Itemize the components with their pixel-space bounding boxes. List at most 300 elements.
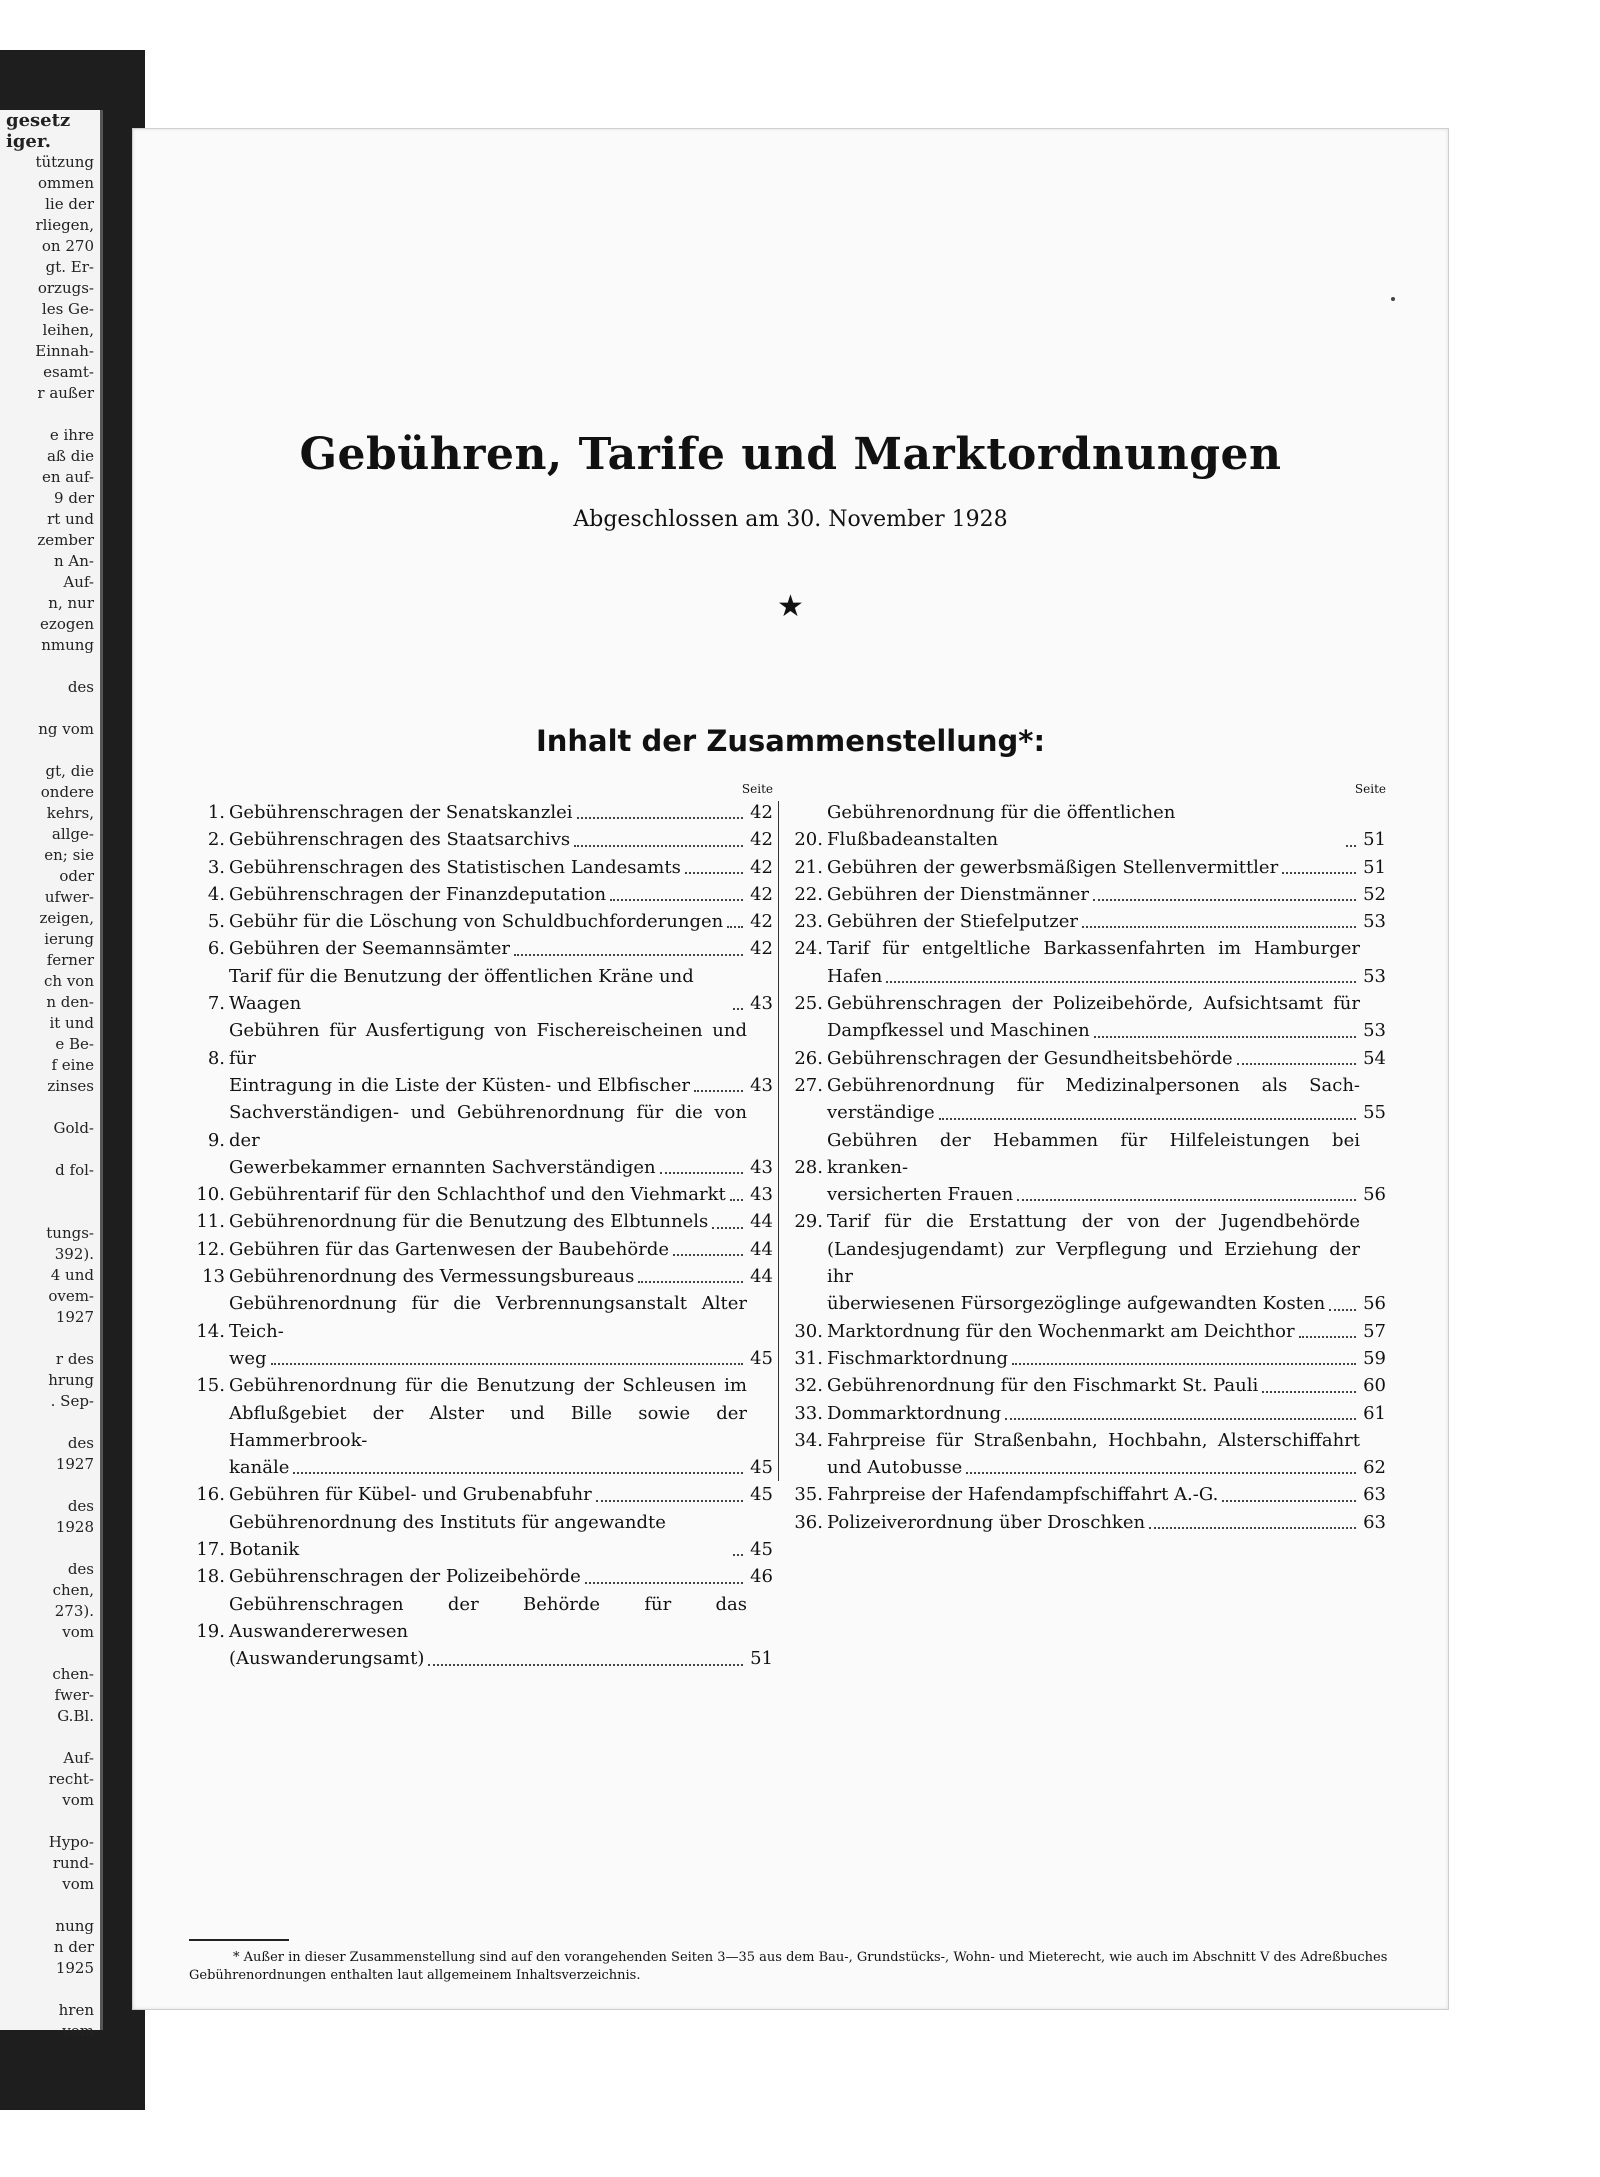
toc-entry-number: 9. [207,1129,225,1151]
toc-entry-page: 43 [750,1184,773,1206]
toc-entry-title-cont: Hafen [827,965,883,987]
adjacent-page-line [0,1811,100,1832]
adjacent-page-line: ondere [40,783,94,801]
toc-entry-title: Gebührenschragen der Gesundheitsbehörde [827,1047,1233,1069]
toc-entry-page: 59 [1363,1347,1386,1369]
dot-leader [1012,1363,1356,1365]
adjacent-page-line: en auf- [42,468,94,486]
dot-leader [1329,1309,1356,1311]
adjacent-page-line [0,1979,100,2000]
toc-entry [791,1481,1386,1508]
adjacent-page-line: les Ge- [41,300,94,318]
dot-leader [596,1500,743,1502]
toc-entry-title-cont: (Landesjugendamt) zur Verpflegung und Erziehung der ihr [827,1238,1360,1288]
toc-entry-title-cont: (Auswanderungsamt) [229,1648,425,1670]
toc-entry [193,1236,773,1263]
toc-entry-page: 54 [1363,1047,1386,1069]
adjacent-page-line: e ihre [49,426,94,444]
toc-entry [791,1427,1386,1482]
toc-entry [193,1481,773,1508]
dot-leader [1017,1199,1356,1201]
adjacent-page-line: 1925 [55,1959,94,1977]
dot-leader [1222,1500,1356,1502]
toc-entry-title: Gebührenordnung für die Benutzung des Elbtunnels [229,1211,709,1233]
adjacent-page-line: G.Bl. [57,1707,94,1725]
dot-leader [733,1008,743,1010]
dot-leader [694,1090,743,1092]
toc-entry-title: Gebühren der Stiefelputzer [827,911,1078,933]
toc-entry-page: 42 [750,802,773,823]
toc-entry-title: Gebührenschragen der Senatskanzlei [229,802,573,823]
toc-entry-number: 21. [794,856,823,878]
dot-leader [685,872,743,874]
dot-leader [712,1227,743,1229]
toc-entry-number: 4. [207,883,225,905]
toc-entry [193,1181,773,1208]
toc-entry-title: Gebühren der Dienstmänner [827,883,1089,905]
adjacent-page-line [0,1475,100,1496]
toc-entry [193,826,773,853]
dot-leader [271,1363,743,1365]
adjacent-page-line: recht- [48,1770,94,1788]
toc-entry [791,1072,1386,1127]
toc-entry [791,1509,1386,1536]
adjacent-page-line: rund- [52,1854,94,1872]
adjacent-page-edge [0,110,103,2040]
toc-heading: Inhalt der Zusammenstellung*: [535,724,1046,758]
toc-entry [193,881,773,908]
adjacent-page-line [0,698,100,719]
toc-entry-title-cont: und Autobusse [827,1457,963,1479]
adjacent-page-line [0,1643,100,1664]
toc-entry-page: 51 [750,1648,773,1670]
adjacent-page-line: it und [49,1014,94,1032]
dot-leader [673,1254,743,1256]
toc-entry-title: Gebührenordnung des Vermessungsbureaus [229,1266,635,1288]
toc-entry-number: 23. [794,911,823,933]
adjacent-page-line [0,740,100,761]
scan-bottom-margin [0,2110,1600,2177]
toc-entry [193,1372,773,1481]
dot-leader [733,1554,743,1556]
adjacent-page-line: r außer [37,384,94,402]
adjacent-page-line: hren [58,2001,94,2019]
toc-entry-page: 55 [1363,1102,1386,1124]
adjacent-page-line: d fol- [55,1161,94,1179]
toc-entry-title: Sachverständigen- und Gebührenordnung für die von der [229,1102,747,1151]
toc-entry-number: 36. [794,1511,823,1533]
toc-entry-number: 30. [794,1320,823,1342]
toc-entry-title: Marktordnung für den Wochenmarkt am Deichthor [827,1320,1295,1342]
toc-entry-page: 44 [750,1266,773,1288]
toc-entry-page: 53 [1363,911,1386,933]
adjacent-page-line: n An- [54,552,94,570]
toc-entry-number: 16. [196,1484,225,1506]
toc-entry-number: 8. [207,1047,225,1069]
toc-entry [791,1400,1386,1427]
toc-entry-title-cont: Gewerbekammer ernannten Sachverständigen [229,1156,656,1178]
page-subtitle: Abgeschlossen am 30. November 1928 [573,507,1008,532]
document-page [132,128,1449,2010]
toc-entry-title: Tarif für die Erstattung der von der Jugendbehörde [827,1211,1360,1233]
dot-leader [428,1664,743,1666]
toc-entry-title-cont: versicherten Frauen [827,1184,1014,1206]
toc-entry-page: 43 [750,1074,773,1096]
adjacent-page-line [0,1139,100,1160]
toc-entry-title: Gebührenschragen des Statistischen Landesamts [229,856,681,878]
adjacent-page-line: zeigen, [39,909,94,927]
toc-entry-title: Fahrpreise für Straßenbahn, Hochbahn, Alsterschiffahrt [827,1429,1360,1451]
toc-entry-number: 20. [794,829,823,851]
adjacent-page-line: 1927 [55,1308,94,1326]
toc-entry-title: Polizeiverordnung über Droschken [827,1511,1146,1533]
dot-leader [939,1118,1356,1120]
toc-entry [791,1318,1386,1345]
dot-leader [610,899,743,901]
toc-entry [791,1045,1386,1072]
dot-leader [886,981,1356,983]
toc-entry-page: 53 [1363,965,1386,987]
adjacent-page-line: 1928 [55,1518,94,1536]
adjacent-page-line: des [67,678,94,696]
footnote: * Außer in dieser Zusammenstellung sind auf den vorangehenden Seiten 3—35 aus dem Bau-, Grundstücks-, Wohn- und Mieterecht, wie auch im Abschnitt V des Adreßbuches Gebührenordnungen enthalten laut allgemeinem Inhaltsverzeichnis. [189,1950,1388,1983]
toc-entry-page: 63 [1363,1484,1386,1506]
toc-entry-number: 24. [794,938,823,960]
adjacent-page-line: tungs- [46,1224,94,1242]
toc-right-column [791,781,1386,1536]
toc-entry-title: Gebühren der Seemannsämter [229,938,510,960]
toc-entry-page: 42 [750,911,773,933]
adjacent-page-line: zember [37,531,94,549]
adjacent-page-line: rliegen, [35,216,94,234]
toc-entry-title: Gebührenschragen des Staatsarchivs [229,829,571,851]
toc-entry-title: Gebühren für das Gartenwesen der Baubehörde [229,1238,669,1260]
toc-entry-number: 33. [794,1402,823,1424]
toc-entry [791,854,1386,881]
toc-entry-number: 32. [794,1375,823,1397]
toc-entry-title: Dommarktordnung [827,1402,1002,1424]
toc-entry [193,1591,773,1673]
adjacent-page-line: zinses [47,1077,94,1095]
toc-entry [791,881,1386,908]
adjacent-page-line: 9 der [54,489,94,507]
adjacent-page-line: kehrs, [46,804,94,822]
adjacent-page-line: en; sie [44,846,94,864]
toc-entry-number: 34. [794,1429,823,1451]
toc-entry-page: 42 [750,829,773,851]
toc-entry-title: Gebührenordnung für Medizinalpersonen als Sach- [827,1074,1360,1096]
toc-entry-title: Gebührenschragen der Polizeibehörde, Aufsichtsamt für [827,993,1360,1015]
adjacent-page-line: Hypo- [48,1833,94,1851]
toc-entry-page: 57 [1363,1320,1386,1342]
toc-entry-title: Gebührenschragen der Behörde für das Auswandererwesen [229,1593,747,1642]
toc-entry-number: 10. [196,1184,225,1206]
adjacent-page-line [0,1181,100,1202]
adjacent-page-line: chen, [52,1581,94,1599]
toc-entry-title: Tarif für entgeltliche Barkassenfahrten im Hamburger [827,938,1360,960]
adjacent-page-line: gt, die [45,762,94,780]
dot-leader [514,954,743,956]
adjacent-page-heading: gesetz [6,110,71,131]
toc-entry-title: Gebühren für Kübel- und Grubenabfuhr [229,1484,592,1506]
dot-leader [574,845,743,847]
toc-entry-title: Fahrpreise der Hafendampfschiffahrt A.-G. [827,1484,1219,1506]
adjacent-page-line: ovem- [48,1287,94,1305]
toc-entry-number: 17. [196,1539,225,1561]
toc-entry-page: 43 [750,1156,773,1178]
adjacent-page-line: ommen [37,174,94,192]
dot-leader [638,1281,743,1283]
seite-label: Seite [741,782,773,796]
toc-left-column [193,781,773,1673]
toc-entry [193,1263,773,1290]
toc-entry-page: 42 [750,938,773,960]
print-speck [1391,297,1395,301]
toc-entry-page: 42 [750,883,773,905]
toc-entry-title: Gebührenschragen der Polizeibehörde [229,1566,581,1588]
adjacent-page-line: vom [62,1875,94,1893]
adjacent-page-line: chen- [52,1665,94,1683]
toc-entry-title: Gebühren der gewerbsmäßigen Stellenvermittler [827,856,1279,878]
scan-top-margin [0,0,1600,50]
adjacent-page-line: fwer- [54,1686,94,1704]
toc-entry-title: Fischmarktordnung [827,1347,1008,1369]
toc-entry-number: 3. [207,856,225,878]
adjacent-page-line: f eine [51,1056,94,1074]
adjacent-page-line: lie der [45,195,94,213]
dot-leader [577,817,744,819]
seite-label: Seite [1354,782,1386,796]
adjacent-page-line: Auf- [63,573,94,591]
toc-entry-title: Tarif für die Benutzung der öffentlichen Kräne und Waagen [229,965,694,1015]
adjacent-page-line: tützung [35,153,94,171]
dot-leader [1093,899,1356,901]
toc-entry-title: Gebührenordnung für die öffentlichen Flußbadeanstalten [827,802,1176,851]
toc-entry-number: 7. [207,993,225,1015]
toc-entry-number: 15. [196,1375,225,1397]
dot-leader [966,1472,1356,1474]
toc-entry-number: 11. [196,1211,225,1233]
toc-entry-page: 43 [750,993,773,1015]
toc-entry-number: 31. [794,1347,823,1369]
star-ornament: ★ [777,589,804,624]
toc-entry-number: 19. [196,1620,225,1642]
adjacent-page-line: Gold- [53,1119,94,1137]
adjacent-page-line: n den- [46,993,94,1011]
toc-entry [193,1208,773,1235]
toc-entry-title: Gebührenordnung für die Benutzung der Schleusen im [229,1375,747,1397]
adjacent-page-line: n der [53,1938,94,1956]
adjacent-page-line: on 270 [41,237,94,255]
adjacent-page-line: esamt- [43,363,94,381]
toc-entry [193,935,773,962]
adjacent-page-line: 1927 [55,1455,94,1473]
adjacent-page-line: nung [55,1917,94,1935]
toc-entry [791,1127,1386,1209]
toc-entry-page: 45 [750,1457,773,1479]
dot-leader [1149,1527,1356,1529]
toc-entry-page: 56 [1363,1293,1386,1315]
page-title: Gebühren, Tarife und Marktordnungen [299,429,1282,480]
adjacent-page-line [0,1412,100,1433]
toc-entry-page: 61 [1363,1402,1386,1424]
toc-entry-page: 60 [1363,1375,1386,1397]
toc-entry [791,1208,1386,1317]
toc-entry [791,799,1386,854]
toc-entry-page: 62 [1363,1457,1386,1479]
dot-leader [730,1199,743,1201]
adjacent-page-line: 392). [54,1245,94,1263]
toc-entry-page: 45 [750,1539,773,1561]
toc-entry-number: 6. [207,938,225,960]
dot-leader [1094,1036,1356,1038]
column-divider [778,801,779,1481]
toc-entry [193,963,773,1018]
toc-entry-page: 44 [750,1211,773,1233]
dot-leader [1262,1391,1356,1393]
adjacent-page-line [0,1328,100,1349]
adjacent-page-line: des [67,1560,94,1578]
adjacent-page-line: r des [55,1350,94,1368]
adjacent-page-subheading: iger. [6,131,51,152]
dot-leader [1237,1063,1356,1065]
adjacent-page-line: des [67,1434,94,1452]
toc-entry-page: 56 [1363,1184,1386,1206]
toc-entry [193,854,773,881]
toc-entry-number: 35. [794,1484,823,1506]
toc-entry-number: 22. [794,883,823,905]
adjacent-page-line: ufwer- [44,888,94,906]
adjacent-page-line [0,1538,100,1559]
adjacent-page-line: vom [62,1791,94,1809]
toc-entry-title-cont: weg [229,1347,267,1369]
toc-entry [193,1017,773,1099]
toc-entry-number: 29. [794,1211,823,1233]
toc-entry-page: 44 [750,1238,773,1260]
adjacent-page-line [0,404,100,425]
dot-leader [660,1172,743,1174]
dot-leader [727,926,743,928]
dot-leader [1005,1418,1356,1420]
adjacent-page-line: oder [59,867,94,885]
toc-entry-page: 45 [750,1347,773,1369]
toc-entry-page: 45 [750,1484,773,1506]
adjacent-page-line [0,1727,100,1748]
footnote-rule [189,1939,289,1941]
toc-entry-page: 42 [750,856,773,878]
adjacent-page-line [0,1895,100,1916]
adjacent-page-line: Auf- [63,1749,94,1767]
toc-entry-page: 51 [1363,829,1386,851]
toc-entry [193,1563,773,1590]
toc-entry-title-cont: kanäle [229,1457,290,1479]
toc-entry-title: Gebührenschragen der Finanzdeputation [229,883,607,905]
toc-entry [791,990,1386,1045]
adjacent-page-line: e Be- [55,1035,94,1053]
adjacent-page-line: ng vom [38,720,94,738]
toc-entry-title-cont: Abflußgebiet der Alster und Bille sowie der Hammerbrook- [229,1402,747,1451]
toc-entry-number: 27. [794,1074,823,1096]
adjacent-page-line: vom [62,1623,94,1641]
toc-entry [791,908,1386,935]
toc-entry-number: 5. [207,911,225,933]
adjacent-page-line: des [67,1497,94,1515]
adjacent-page-line [0,1202,100,1223]
adjacent-page-line: aß die [46,447,94,465]
dot-leader [1346,845,1356,847]
adjacent-page-line: allge- [51,825,94,843]
dot-leader [293,1472,743,1474]
adjacent-page-line: 273). [54,1602,94,1620]
dot-leader [1282,872,1356,874]
toc-entry-title-cont: überwiesenen Fürsorgezöglinge aufgewandten Kosten [827,1293,1326,1315]
adjacent-page-line [0,1097,100,1118]
adjacent-page-line: hrung [48,1371,94,1389]
toc-entry [193,1099,773,1181]
adjacent-page-line: ferner [46,951,94,969]
toc-entry-page: 46 [750,1566,773,1588]
toc-entry-number: 26. [794,1047,823,1069]
dot-leader [1082,926,1356,928]
toc-entry-title: Gebühren der Hebammen für Hilfeleistungen bei kranken- [827,1129,1360,1178]
toc-entry-page: 52 [1363,883,1386,905]
toc-entry [193,799,773,826]
toc-entry [193,1509,773,1564]
toc-entry-number: 18. [196,1566,225,1588]
adjacent-page-line: Einnah- [35,342,94,360]
toc-entry-title-cont: verständige [827,1102,935,1124]
adjacent-page-line: orzugs- [37,279,94,297]
adjacent-page-line: vom [62,2022,94,2040]
toc-entry [791,1345,1386,1372]
toc-entry-number: 14. [196,1320,225,1342]
adjacent-page-line: gt. Er- [45,258,94,276]
adjacent-page-line: 4 und [50,1266,94,1284]
toc-entry [193,1290,773,1372]
toc-entry-title: Gebührentarif für den Schlachthof und den Viehmarkt [229,1184,726,1206]
toc-entry [791,935,1386,990]
toc-entry-title: Gebührenordnung für die Verbrennungsanstalt Alter Teich- [229,1293,747,1342]
adjacent-page-line: nmung [41,636,94,654]
toc-entry-page: 53 [1363,1020,1386,1042]
toc-entry-title-cont: Eintragung in die Liste der Küsten- und Elbfischer [229,1074,690,1096]
toc-entry-number: 13 [202,1266,225,1288]
adjacent-page-line: ch von [44,972,94,990]
toc-entry-number: 1. [207,802,225,823]
dot-leader [585,1582,743,1584]
toc-entry-page: 63 [1363,1511,1386,1533]
toc-entry-page: 51 [1363,856,1386,878]
adjacent-page-line: . Sep- [50,1392,94,1410]
toc-entry-title: Gebührenordnung des Instituts für angewandte Botanik [229,1511,666,1561]
toc-entry-title-cont: Dampfkessel und Maschinen [827,1020,1090,1042]
toc-entry-title: Gebührenordnung für den Fischmarkt St. Pauli [827,1375,1259,1397]
toc-entry-number: 28. [794,1156,823,1178]
adjacent-page-line: rt und [47,510,94,528]
adjacent-page-line: ierung [44,930,94,948]
dot-leader [1299,1336,1356,1338]
adjacent-page-line [0,656,100,677]
toc-entry-number: 2. [207,829,225,851]
adjacent-page-line: n, nur [48,594,94,612]
toc-entry [791,1372,1386,1399]
toc-entry [193,908,773,935]
toc-entry-title: Gebühr für die Löschung von Schuldbuchforderungen [229,911,724,933]
toc-entry-number: 25. [794,993,823,1015]
adjacent-page-line: leihen, [42,321,94,339]
toc-entry-title: Gebühren für Ausfertigung von Fischereischeinen und für [229,1020,747,1069]
toc-entry-number: 12. [196,1238,225,1260]
